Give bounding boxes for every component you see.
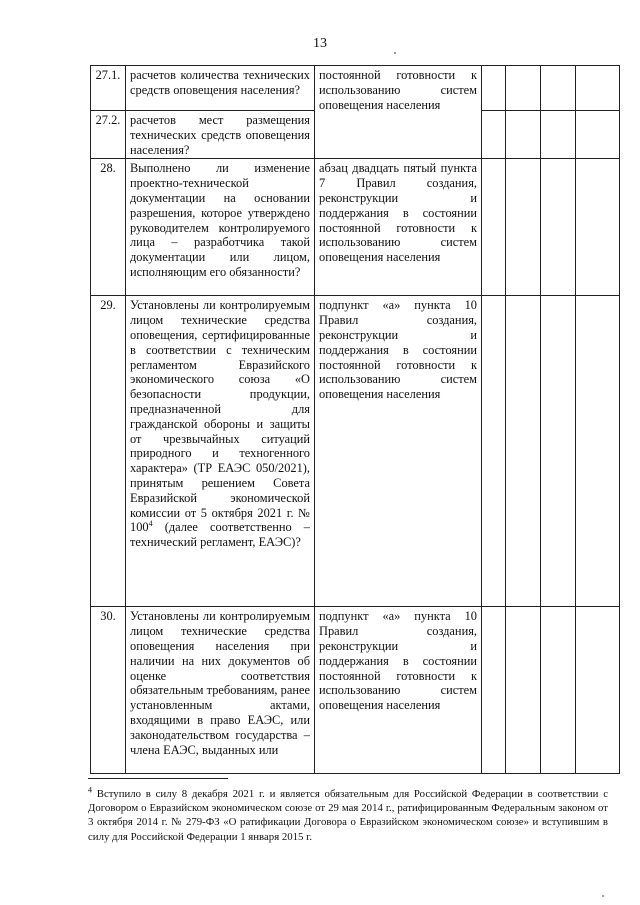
row-number: 29. xyxy=(91,296,126,607)
row-number: 27.1. xyxy=(91,66,126,111)
reference-text: постоянной готовности к использованию систем оповещения населения xyxy=(319,68,481,112)
footnote-text: Вступило в силу 8 декабря 2021 г. и является обязательным для Российской Федерации в соответствии с Договором о Евразийском экономическом союзе от 29 мая 2014 г., ратифицированным Федеральным законом от 3 октября 2014 г. № 279-ФЗ «О ратификации Договора о Евразийском экономическом союзе» и вступившим в силу для Российской Федерации 1 января 2015 г. xyxy=(88,788,608,843)
reference-text: абзац двадцать пятый пункта 7 Правил создания, реконструкции и поддержания в состоянии постоянной готовности к использованию систем оповещения населения xyxy=(319,161,481,265)
scan-speck xyxy=(602,895,604,897)
footnote-marker: 4 xyxy=(88,785,92,795)
question-text-tail: (далее соответственно – технический регламент, ЕАЭС)? xyxy=(130,520,314,550)
row-number: 28. xyxy=(91,159,126,296)
question-text-main: Установлены ли контролируемым лицом технические средства оповещения, сертифицированные в соответствии с техническим регламентом Евразийского экономического союза «О безопасности продукции, предназначенной для гражданской обороны и защиты от чрезвычайных ситуаций природного и техногенного характера» (ТР ЕАЭС 050/2021), принятым решением Совета Евразийской экономической комиссии от 5 октября 2021 г. № 100 xyxy=(130,298,314,535)
row-number: 30. xyxy=(91,607,126,774)
question-text: расчетов мест размещения технических средств оповещения населения? xyxy=(130,113,314,157)
question-text: расчетов количества технических средств оповещения населения? xyxy=(130,68,314,97)
page-number: 13 xyxy=(313,36,327,51)
scan-speck xyxy=(394,52,396,54)
row-number: 27.2. xyxy=(91,111,126,159)
reference-text: подпункт «а» пункта 10 Правил создания, реконструкции и поддержания в состоянии постоянной готовности к использованию систем оповещения населения xyxy=(319,298,481,402)
footnote-ref: 4 xyxy=(148,519,153,529)
footnote xyxy=(88,787,608,844)
question-text: Выполнено ли изменение проектно-технической документации на основании разрешения, которое утверждено руководителем контролируемого лица – разработчика такой документации или лицом, исполняющим его обязанности? xyxy=(130,161,314,279)
reference-text: подпункт «а» пункта 10 Правил создания, реконструкции и поддержания в состоянии постоянной готовности к использованию систем оповещения населения xyxy=(319,609,481,713)
footnote-separator xyxy=(88,778,228,779)
question-text: Установлены ли контролируемым лицом технические средства оповещения населения при наличии на них документов об оценке соответствия обязательным требованиям, ранее установленным актами, входящими в право ЕАЭС, или законодательством государства – члена ЕАЭС, выданных или xyxy=(130,609,314,757)
